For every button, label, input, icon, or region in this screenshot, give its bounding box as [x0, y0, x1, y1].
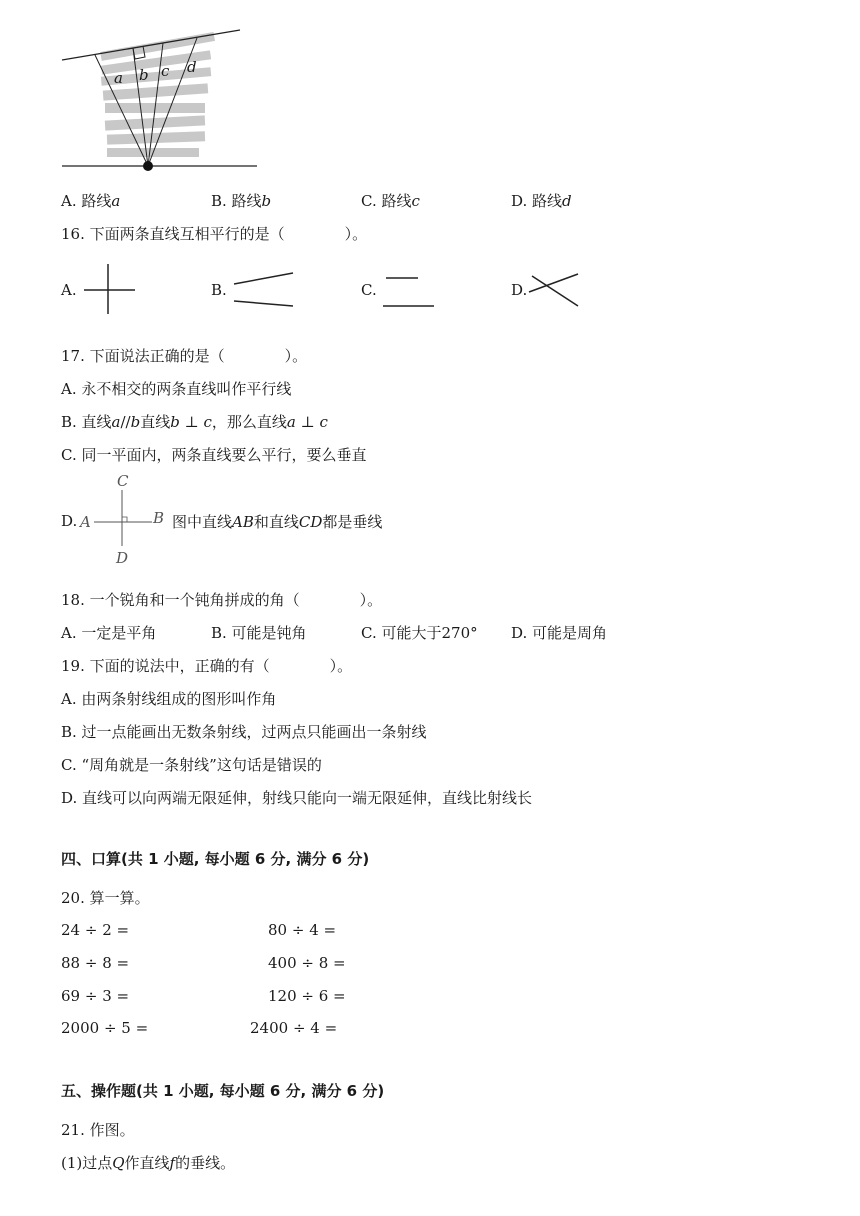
figure-label-d: D [116, 549, 129, 567]
calc-item: 88 ÷ 8 = [61, 954, 130, 972]
q17-stem: 17. 下面说法正确的是（ ）。 [61, 347, 308, 365]
q16-option-d-letter[interactable]: D. [511, 281, 528, 299]
q18-stem: 18. 一个锐角和一个钝角拼成的角（ ）。 [61, 591, 383, 609]
section-4-heading: 四、口算(共 1 小题, 每小题 6 分, 满分 6 分) [61, 850, 370, 868]
calc-item: 120 ÷ 6 = [268, 987, 346, 1005]
figure-label-c: C [117, 472, 129, 490]
q17-option-b[interactable]: B. 直线𝑎//𝑏直线𝑏 ⊥ 𝑐，那么直线𝑎 ⊥ 𝑐 [61, 413, 328, 431]
q16-option-b-letter[interactable]: B. [211, 281, 227, 299]
q18-option-d[interactable]: D. 可能是周角 [511, 624, 608, 642]
perpendicular-lines-figure [92, 488, 152, 550]
q19-option-b[interactable]: B. 过一点能画出无数条射线，过两点只能画出一条射线 [61, 723, 427, 741]
q16-option-c-letter[interactable]: C. [361, 281, 377, 299]
q15-option-d[interactable]: D. 路线𝑑 [511, 192, 572, 210]
q20-stem: 20. 算一算。 [61, 889, 150, 907]
q17-option-d-text[interactable]: 图中直线𝐴𝐵和直线𝐶𝐷都是垂线 [172, 513, 383, 531]
route-label-c: c [161, 62, 170, 80]
q21-part1: (1)过点𝑄作直线𝑓的垂线。 [61, 1154, 236, 1172]
q19-option-c[interactable]: C. “周角就是一条射线”这句话是错误的 [61, 756, 322, 774]
section-5-heading: 五、操作题(共 1 小题, 每小题 6 分, 满分 6 分) [61, 1082, 385, 1100]
q16-stem: 16. 下面两条直线互相平行的是（ ）。 [61, 225, 368, 243]
q16-option-d-figure[interactable] [526, 270, 584, 310]
q18-option-b[interactable]: B. 可能是钝角 [211, 624, 307, 642]
q17-option-a[interactable]: A. 永不相交的两条直线叫作平行线 [61, 380, 292, 398]
q15-option-b[interactable]: B. 路线𝑏 [211, 192, 272, 210]
calc-item: 2400 ÷ 4 = [250, 1019, 338, 1037]
route-label-d: d [187, 58, 197, 76]
figure-label-b: B [153, 509, 165, 527]
q16-option-a-letter[interactable]: A. [61, 281, 77, 299]
route-diagram [55, 25, 255, 175]
q19-stem: 19. 下面的说法中，正确的有（ ）。 [61, 657, 353, 675]
q21-stem: 21. 作图。 [61, 1121, 135, 1139]
calc-item: 2000 ÷ 5 = [61, 1019, 149, 1037]
q19-option-a[interactable]: A. 由两条射线组成的图形叫作角 [61, 690, 277, 708]
q16-option-b-figure[interactable] [230, 268, 296, 310]
calc-item: 400 ÷ 8 = [268, 954, 346, 972]
route-label-b: b [139, 66, 149, 84]
q19-option-d[interactable]: D. 直线可以向两端无限延伸，射线只能向一端无限延伸，直线比射线长 [61, 789, 533, 807]
calc-item: 80 ÷ 4 = [268, 921, 337, 939]
q17-option-d-letter[interactable]: D. [61, 512, 78, 530]
q16-option-a-figure[interactable] [82, 262, 137, 317]
route-label-a: a [114, 69, 123, 87]
q15-option-a[interactable]: A. 路线𝑎 [61, 192, 121, 210]
calc-item: 24 ÷ 2 = [61, 921, 130, 939]
q15-option-c[interactable]: C. 路线𝑐 [361, 192, 420, 210]
q18-option-c[interactable]: C. 可能大于270° [361, 624, 478, 642]
q16-option-c-figure[interactable] [380, 270, 438, 312]
figure-label-a: A [80, 513, 91, 531]
calc-item: 69 ÷ 3 = [61, 987, 130, 1005]
q17-option-c[interactable]: C. 同一平面内，两条直线要么平行，要么垂直 [61, 446, 367, 464]
q18-option-a[interactable]: A. 一定是平角 [61, 624, 157, 642]
